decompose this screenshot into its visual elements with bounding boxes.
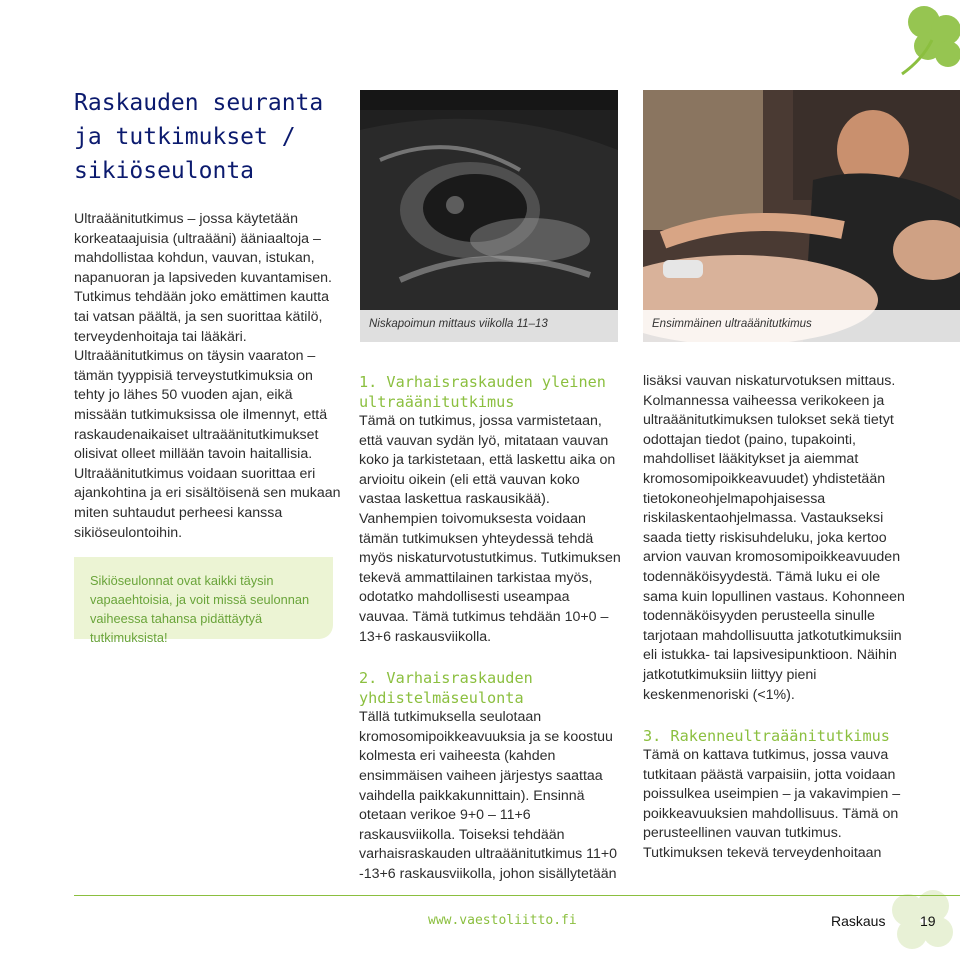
caption-band	[643, 310, 960, 342]
intro-paragraph: Ultraäänitutkimus – jossa käytetään korkeataajuisia (ultraääni) ääniaaltoja – mahdollistaa kohdun, vauvan, istukan, napanuoran ja lapsiveden kuvantamisen. Tutkimus tehdään joko emättimen kautta tai vatsan päältä, ja sen suorittaa kätilö, terveydenhoitaja tai lääkäri.	[74, 211, 332, 345]
ultrasound-scan-graphic	[360, 90, 618, 342]
callout-box	[74, 557, 333, 645]
section-heading: 1. Varhaisraskauden yleinen ultraäänitutkimus	[359, 373, 606, 411]
middle-column	[359, 372, 621, 884]
section-text: Tämä on tutkimus, jossa varmistetaan, että vauvan sydän lyö, mitataan vauvan koko ja tarkistetaan, että laskettu aika on arvioitu oikein (eli että vauvan koko vastaa laskettua raskausikää). Vanhempien toivomuksesta voidaan tämän tutkimuksen yhteydessä tehdä myös niskaturvotustutkimus. Tutkimuksen tekevä ammattilainen tarkistaa myös, odotatko mahdollisesti useampaa vauvaa. Tämä tutkimus tehdään 10+0 – 13+6 raskausviikolla.	[359, 413, 621, 645]
intro-column	[74, 210, 346, 543]
section-heading: 3. Rakenneultraäänitutkimus	[643, 727, 890, 746]
page-title: Raskauden seuranta ja tutkimukset / sikiöseulonta	[74, 90, 324, 184]
family-photo-graphic	[643, 90, 960, 342]
page-number: 19	[920, 913, 936, 929]
caption-band	[360, 310, 618, 342]
intro-text	[74, 210, 346, 543]
ultrasound-image	[360, 90, 618, 342]
family-photo	[643, 90, 960, 342]
section-text: Tämä on kattava tutkimus, jossa vauva tutkitaan päästä varpaisiin, jotta voidaan poissulkea useimpien – ja vakavimpien – poikkeavuuksien mahdollisuus. Tämä on perusteellinen vauvan tutkimus. Tutkimuksen tekevä terveydenhoitaan	[643, 747, 901, 862]
footer-divider	[74, 895, 960, 896]
callout-text: Sikiöseulonnat ovat kaikki täysin vapaaehtoisia, ja voit missä seulonnan vaiheessa tahansa pidättäytyä tutkimuksista!	[90, 573, 310, 645]
section-text: lisäksi vauvan niskaturvotuksen mittaus. Kolmannessa vaiheessa verikokeen ja ultraäänitutkimuksen tulokset sekä tietyt odottajan tiedot (paino, tupakointi, mahdolliset lääkitykset ja aiemmat kromosomipoikkeavuudet) yhdistetään tietokoneohjelmapohjaisessa riskilaskentaohjelmassa. Vastaukseksi saada tietty riskisuhdeluku, joka kertoo arvion vauvan kromosomipoikkeavuuden todennäköisyydestä. Tämä luku ei ole sama kuin lopullinen vastaus. Kohonneen todennäköisyyden perusteella sinulle tarjotaan mahdollisuutta jatkotutkimuksiin eli istukka- tai lapsivesipunktioon. Näihin jatkotutkimuksiin liittyy pieni keskenmenoriski (<1%).	[643, 373, 905, 703]
section-text: Tällä tutkimuksella seulotaan kromosomipoikkeavuuksia ja se koostuu kolmesta eri vaiheesta (kahden ensimmäisen vaiheen järjestys saattaa vaihdella paikkakunnittain). Ensinnä otetaan verikoe 9+0 – 11+6 raskausviikolla. Toiseksi tehdään varhaisraskauden ultraäänitutkimus 11+0 -13+6 raskausviikolla, johon sisällytetään	[359, 709, 618, 882]
intro-paragraph: Ultraäänitutkimus on täysin vaaraton – tämän tyyppisiä terveystutkimuksia on tehty jo lähes 50 vuoden ajan, eikä missään tutkimuksissa ole ilmennyt, että raskaudenaikaiset ultraäänitutkimukset olisivat olleet millään tavoin haitallisia.	[74, 348, 328, 463]
section-heading: 2. Varhaisraskauden yhdistelmäseulonta	[359, 669, 533, 708]
image-caption: Niskapoimun mittaus viikolla 11–13	[369, 318, 548, 330]
intro-paragraph: Ultraäänitutkimus voidaan suorittaa eri ajankohtina ja eri sisältöisenä sen mukaan miten suhtaudut perheesi kanssa sikiöseulontoihin.	[74, 465, 341, 541]
right-column	[643, 372, 908, 864]
footer-url-link[interactable]: www.vaestoliitto.fi	[428, 913, 577, 928]
clover-decoration-icon	[862, 0, 960, 78]
clover-decoration-icon	[878, 880, 960, 955]
image-caption: Ensimmäinen ultraäänitutkimus	[652, 318, 812, 330]
footer-section-label: Raskaus	[831, 913, 886, 929]
